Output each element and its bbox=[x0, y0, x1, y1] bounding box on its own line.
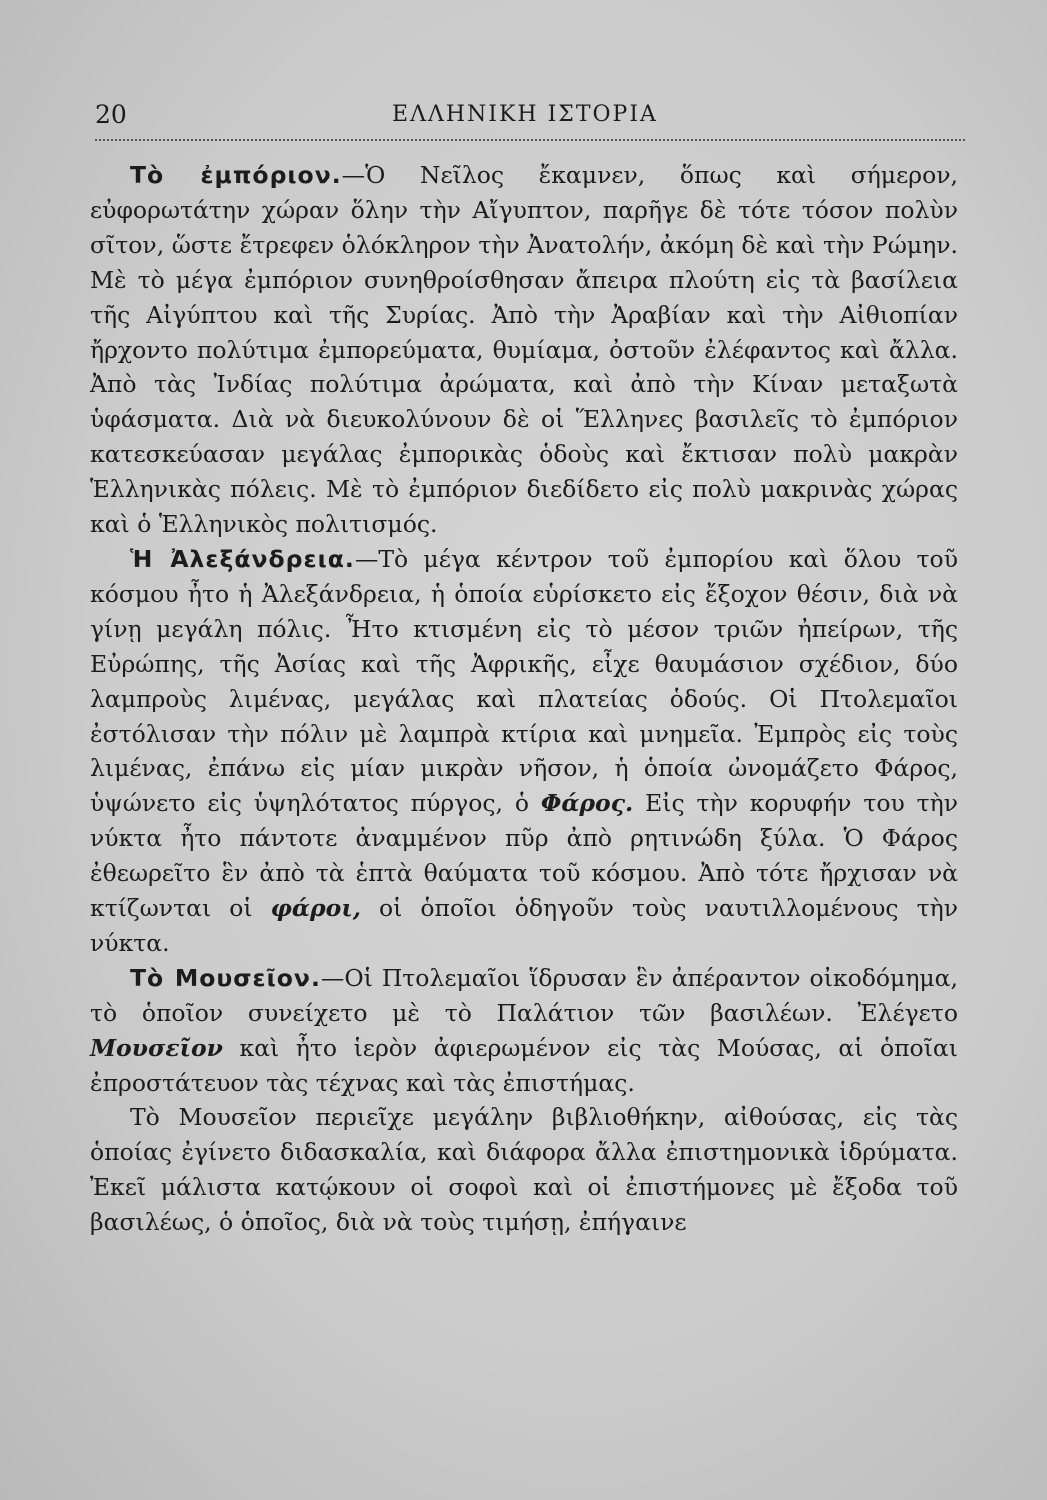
paragraph-text: Τὸ Μουσεῖον περιεῖχε μεγάλην βιβλιοθήκην, αἰθούσας, εἰς τὰς ὁποίας ἐγίνετο διδασκαλία, καὶ διάφορα ἄλλα ἐπιστημονικὰ ἱδρύματα. Ἐκεῖ μάλιστα κατῴκουν οἱ σοφοὶ καὶ οἱ ἐπιστήμονες μὲ ἔξοδα τοῦ βασιλέως, ὁ ὁποῖος, διὰ νὰ τοὺς τιμήσῃ, ἐπήγαινε bbox=[90, 1103, 958, 1237]
paragraph-museum-contents bbox=[90, 1100, 958, 1240]
paragraph-alexandria bbox=[90, 542, 958, 961]
page-number: 20 bbox=[95, 100, 127, 129]
paragraph-museum bbox=[90, 961, 958, 1101]
page-header bbox=[95, 100, 955, 140]
paragraph-text: —Οἱ Πτολεμαῖοι ἵδρυσαν ἓν ἀπέραντον οἰκοδόμημα, τὸ ὁποῖον συνείχετο μὲ τὸ Παλάτιον τῶν βασιλέων. Ἐλέγετο bbox=[90, 963, 959, 1027]
running-title: ΕΛΛΗΝΙΚΗ ΙΣΤΟΡΙΑ bbox=[392, 102, 658, 127]
header-divider bbox=[95, 139, 965, 141]
emphasis-term-pharos: Φάρος. bbox=[540, 789, 634, 818]
paragraph-commerce bbox=[90, 158, 958, 542]
paragraph-text: οἱ ὁποῖοι ὁδηγοῦν τοὺς ναυτιλλομένους τὴν νύκτα. bbox=[90, 894, 958, 957]
paragraph-text: Εἰς τὴν κορυφήν του τὴν νύκτα ἦτο πάντοτε ἀναμμένον πῦρ ἀπὸ ρητινώδη ξύλα. Ὁ Φάρος ἐθεωρεῖτο ἓν ἀπὸ τὰ ἑπτὰ θαύματα τοῦ κόσμου. Ἀπὸ τότε ἤρχισαν νὰ κτίζωνται οἱ bbox=[90, 789, 958, 923]
paragraph-text: καὶ ἦτο ἱερὸν ἀφιερωμένον εἰς τὰς Μούσας, αἱ ὁποῖαι ἐπροστάτευον τὰς τέχνας καὶ τὰς ἐπιστήμας. bbox=[90, 1033, 958, 1097]
section-heading-alexandria: Ἡ Ἀλεξάνδρεια. bbox=[130, 544, 355, 573]
section-heading-museum: Τὸ Μουσεῖον. bbox=[130, 963, 321, 992]
section-heading-commerce: Τὸ ἐμπόριον. bbox=[130, 161, 342, 189]
page-body bbox=[90, 158, 958, 1240]
paragraph-text: —Ὁ Νεῖλος ἔκαμνεν, ὅπως καὶ σήμερον, εὐφορωτάτην χώραν ὅλην τὴν Αἴγυπτον, παρῆγε δὲ τότε τόσον πολὺν σῖτον, ὥστε ἔτρεφεν ὁλόκληρον τὴν Ἀνατολήν, ἀκόμη δὲ καὶ τὴν Ρώμην. Μὲ τὸ μέγα ἐμπόριον συνηθροίσθησαν ἄπειρα πλούτη εἰς τὰ βασίλεια τῆς Αἰγύπτου καὶ τῆς Συρίας. Ἀπὸ τὴν Ἀραβίαν καὶ τὴν Αἰθιοπίαν ἤρχοντο πολύτιμα ἐμπορεύματα, θυμίαμα, ὀστοῦν ἐλέφαντος καὶ ἄλλα. Ἀπὸ τὰς Ἰνδίας πολύτιμα ἀρώματα, καὶ ἀπὸ τὴν Κίναν μεταξωτὰ ὑφάσματα. Διὰ νὰ διευκολύνουν δὲ οἱ Ἕλληνες βασιλεῖς τὸ ἐμπόριον κατεσκεύασαν μεγάλας ἐμπορικὰς ὁδοὺς καὶ ἔκτισαν πολὺ μακρὰν Ἑλληνικὰς πόλεις. Μὲ τὸ ἐμπόριον διεδίδετο εἰς πολὺ μακρινὰς χώρας καὶ ὁ Ἑλληνικὸς πολιτισμός. bbox=[90, 161, 958, 539]
emphasis-term-museum: Μουσεῖον bbox=[90, 1033, 223, 1062]
emphasis-term-lighthouses: φάροι, bbox=[270, 894, 361, 923]
paragraph-text: —Τὸ μέγα κέντρον τοῦ ἐμπορίου καὶ ὅλου τοῦ κόσμου ἦτο ἡ Ἀλεξάνδρεια, ἡ ὁποία εὑρίσκετο εἰς ἔξοχον θέσιν, διὰ νὰ γίνῃ μεγάλη πόλις. Ἦτο κτισμένη εἰς τὸ μέσον τριῶν ἠπείρων, τῆς Εὐρώπης, τῆς Ἀσίας καὶ τῆς Ἀφρικῆς, εἶχε θαυμάσιον σχέδιον, δύο λαμπροὺς λιμένας, μεγάλας καὶ πλατείας ὁδούς. Οἱ Πτολεμαῖοι ἐστόλισαν τὴν πόλιν μὲ λαμπρὰ κτίρια καὶ μνημεῖα. Ἐμπρὸς εἰς τοὺς λιμένας, ἐπάνω εἰς μίαν μικρὰν νῆσον, ἡ ὁποία ὠνομάζετο Φάρος, ὑψώνετο εἰς ὑψηλότατος πύργος, ὁ bbox=[90, 544, 958, 818]
